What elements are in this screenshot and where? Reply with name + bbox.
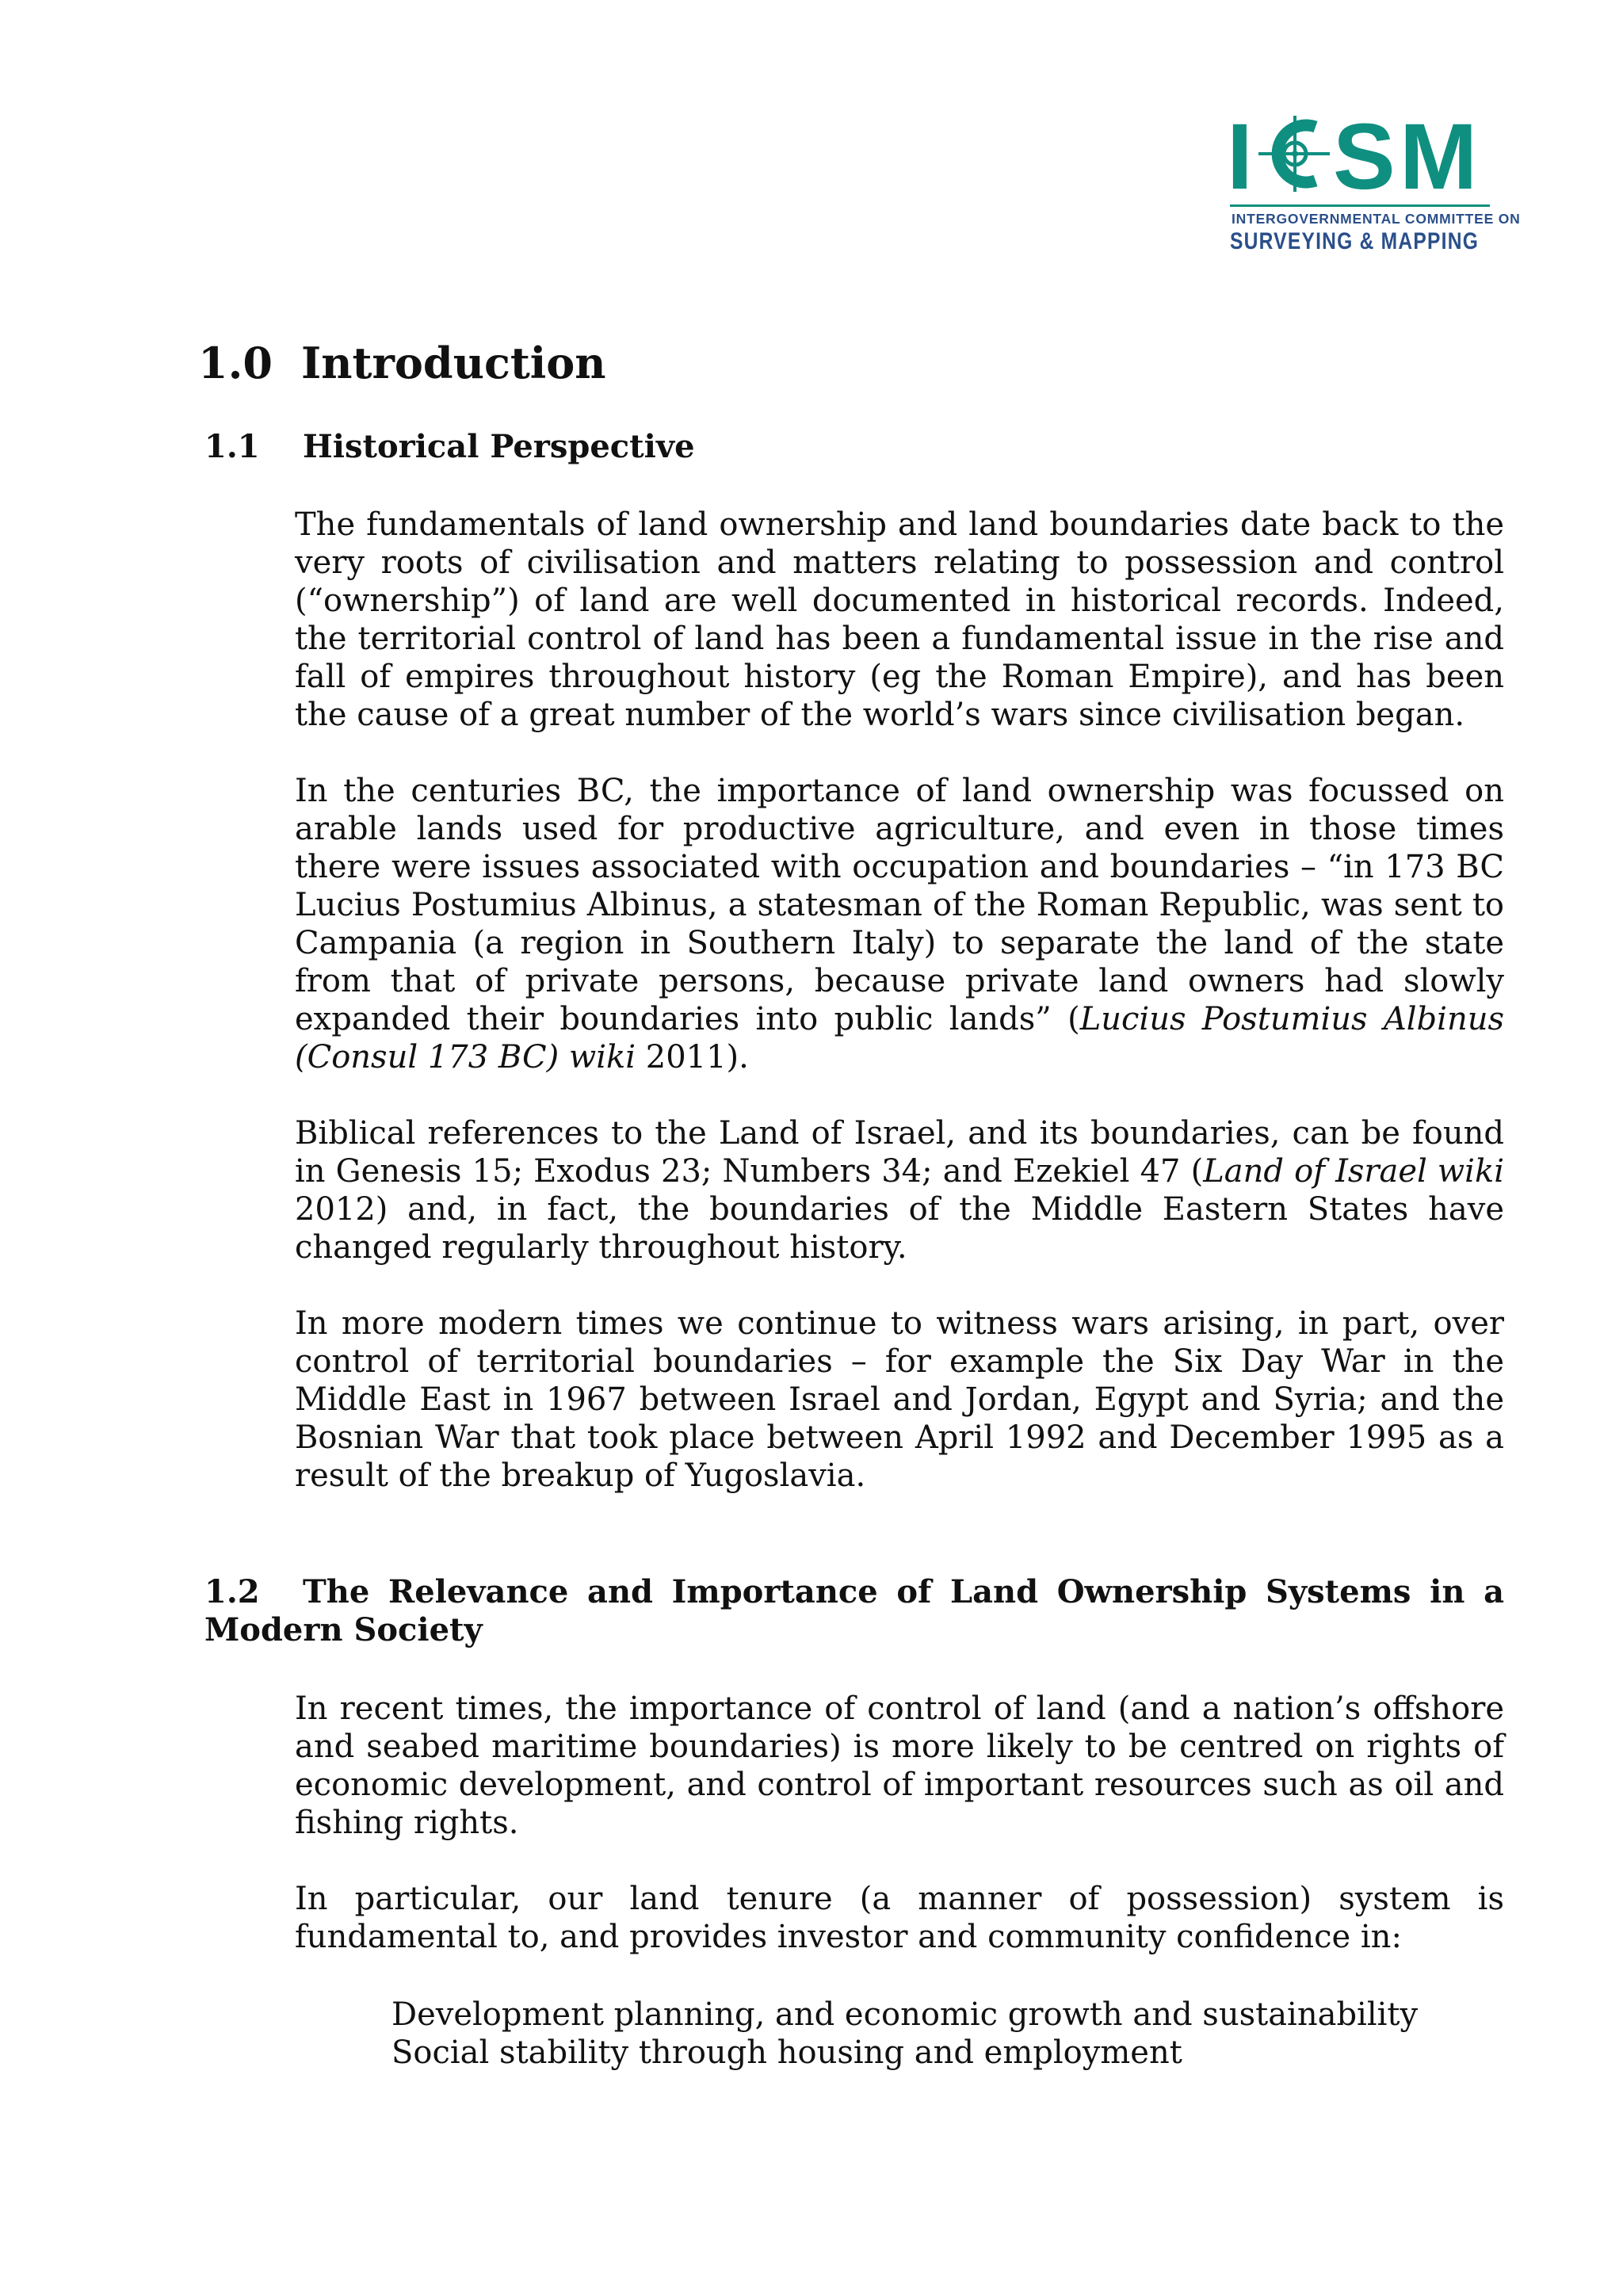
list-item: Social stability through housing and employment <box>391 2034 1182 2071</box>
logo-letter-m: M <box>1400 109 1478 198</box>
logo-letter-i: I <box>1227 109 1253 198</box>
paragraph-text: 2012) and, in fact, the boundaries of the Middle Eastern States have changed regularly throughout history. <box>295 1191 1504 1266</box>
paragraph: In particular, our land tenure (a manner of possession) system is fundamental to, and provides investor and community confidence in: <box>295 1881 1504 1955</box>
section-title: Historical Perspective <box>303 428 695 465</box>
page-title <box>198 338 606 388</box>
citation-italic: Land of Israel wiki <box>1203 1153 1504 1190</box>
section-heading-historical-perspective <box>204 428 695 465</box>
paragraph: The fundamentals of land ownership and land boundaries date back to the very roots of civilisation and matters relating to possession and control (“ownership”) of land are well documented in historical records. Indeed, the territorial control of land has been a fundamental issue in the rise and fall of empires throughout history (eg the Roman Empire), and has been the cause of a great number of the world’s wars since civilisation began. <box>295 506 1504 733</box>
paragraph-text: Biblical references to the Land of Israel, and its boundaries, can be found in Genesis 15; Exodus 23; Numbers 34; and Ezekiel 47 ( <box>295 1115 1504 1190</box>
paragraph <box>295 772 1504 1076</box>
section-number: 1.2 <box>204 1573 260 1610</box>
paragraph <box>295 1114 1504 1266</box>
crosshair-icon <box>1258 116 1330 192</box>
paragraph: In more modern times we continue to witness wars arising, in part, over control of territorial boundaries – for example the Six Day War in the Middle East in 1967 between Israel and Jordan, Egypt and Syria; and the Bosnian War that took place between April 1992 and December 1995 as a result of the breakup of Yugoslavia. <box>295 1305 1504 1494</box>
logo-subtitle-line2: SURVEYING & MAPPING <box>1230 228 1480 254</box>
logo-divider <box>1230 204 1490 207</box>
paragraph: In recent times, the importance of control of land (and a nation’s offshore and seabed maritime boundaries) is more likely to be centred on rights of economic development, and control of important resources such as oil and fishing rights. <box>295 1690 1504 1841</box>
confidence-list <box>391 1996 1501 2072</box>
section-heading-relevance-importance <box>204 1573 1504 1649</box>
paragraph-text: In the centuries BC, the importance of land ownership was focussed on arable lands used for productive agriculture, and even in those times there were issues associated with occupation and boundaries – “in 173 BC Lucius Postumius Albinus, a statesman of the Roman Republic, was sent to Campania (a region in Southern Italy) to separate the land of the state from that of private persons, because private land owners had slowly expanded their boundaries into public lands” ( <box>295 773 1504 1037</box>
logo-letter-s: S <box>1333 109 1396 198</box>
icsm-logo <box>1227 109 1521 260</box>
page-title-text: Introduction <box>301 338 606 388</box>
section-title: The Relevance and Importance of Land Ownership Systems in a Modern Society <box>204 1573 1504 1648</box>
icsm-logo-mark <box>1227 109 1493 198</box>
section-number: 1.1 <box>204 428 260 465</box>
page-title-number: 1.0 <box>198 338 273 388</box>
list-item: Development planning, and economic growth and sustainability <box>391 1996 1419 2033</box>
citation-italic: Lucius Postumius Albinus (Consul 173 BC) wiki <box>295 1001 1505 1075</box>
logo-subtitle-line1: INTERGOVERNMENTAL COMMITTEE ON <box>1232 211 1521 227</box>
paragraph-text: 2011). <box>636 1039 749 1075</box>
